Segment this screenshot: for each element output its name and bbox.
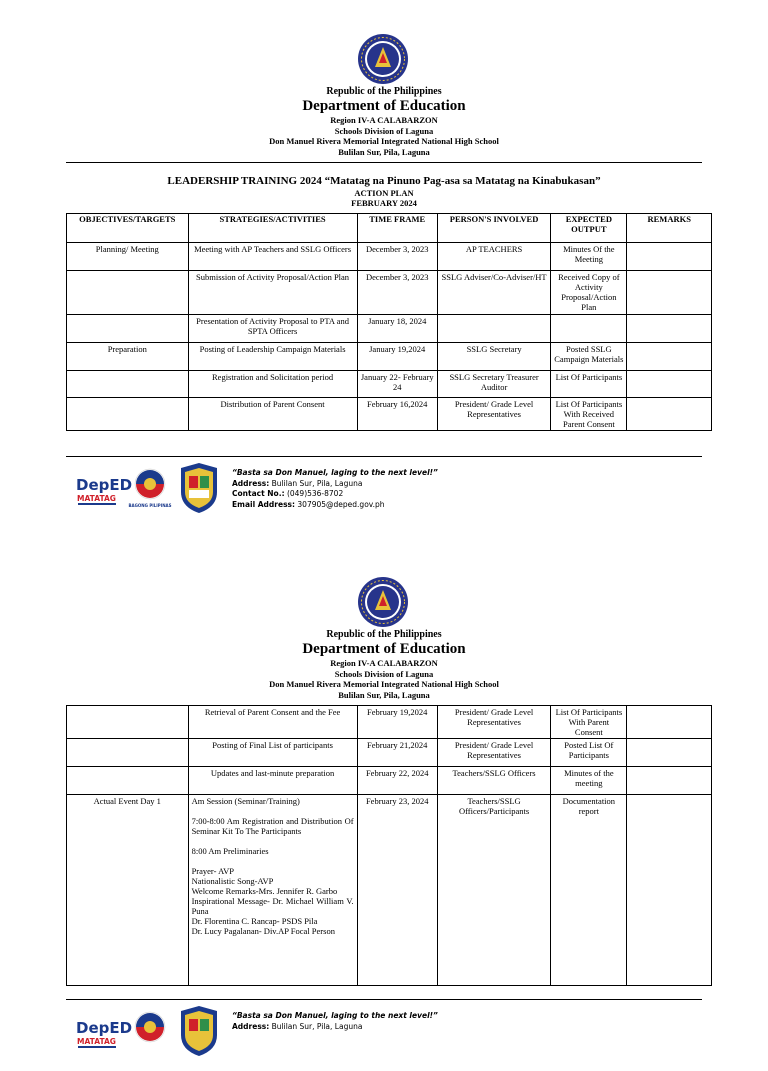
page-footer: [0, 1001, 768, 1071]
cell-remarks: [627, 739, 712, 767]
action-plan-table: [66, 213, 712, 431]
table-row: [67, 767, 712, 795]
school-text: Don Manuel Rivera Memorial Integrated National High School: [269, 679, 499, 689]
program-pagalanan: Dr. Lucy Pagalanan- Div.AP Focal Person: [191, 926, 335, 936]
cell-remarks: [627, 706, 712, 739]
cell-persons: President/ Grade Level Representatives: [437, 739, 550, 767]
address-text: Bulilan Sur, Pila, Laguna: [338, 146, 430, 157]
school-slogan: “Basta sa Don Manuel, laging to the next level!”: [232, 1011, 438, 1020]
school-contact-block: [232, 1011, 438, 1032]
cell-strategy: Retrieval of Parent Consent and the Fee: [188, 706, 357, 739]
cell-time: January 18, 2024: [357, 315, 437, 343]
cell-output: List Of Participants With Received Parent Consent: [551, 398, 627, 431]
table-row: [67, 343, 712, 371]
cell-program: [188, 795, 357, 986]
program-song: Nationalistic Song-AVP: [191, 876, 274, 886]
program-rancap: Dr. Florentina C. Rancap- PSDS Pila: [191, 916, 318, 926]
republic-text: Republic of the Philippines: [326, 629, 442, 640]
cell-objective: [67, 315, 189, 343]
page-footer: [0, 458, 768, 528]
cell-output: Documentation report: [551, 795, 627, 986]
cell-persons: AP TEACHERS: [437, 243, 550, 271]
cell-persons: President/ Grade Level Representatives: [437, 706, 550, 739]
cell-output: Posted List Of Participants: [551, 739, 627, 767]
footer-divider: [66, 456, 702, 457]
program-preliminaries: 8:00 Am Preliminaries: [191, 846, 269, 856]
division-text: Schools Division of Laguna: [334, 668, 434, 679]
cell-persons: SSLG Adviser/Co-Adviser/HT: [437, 271, 550, 315]
month-label: FEBRUARY 2024: [351, 198, 417, 208]
deped-logo-text: DepED: [76, 476, 133, 494]
address-label: Address:: [232, 478, 270, 488]
school-contact-block: [232, 468, 438, 510]
cell-time: February 21,2024: [357, 739, 437, 767]
deped-logo-text: DepED: [76, 1019, 133, 1037]
cell-objective: [67, 767, 189, 795]
contact-label: Contact No.:: [232, 489, 285, 498]
cell-strategy: Posting of Final List of participants: [188, 739, 357, 767]
col-time-frame: TIME FRAME: [357, 214, 437, 243]
table-row: [67, 243, 712, 271]
col-output: EXPECTED OUTPUT: [551, 214, 627, 243]
cell-objective: [67, 706, 189, 739]
cell-objective: Preparation: [67, 343, 189, 371]
cell-remarks: [627, 343, 712, 371]
cell-persons: SSLG Secretary: [437, 343, 550, 371]
cell-remarks: [627, 315, 712, 343]
cell-remarks: [627, 271, 712, 315]
address-text: Bulilan Sur, Pila, Laguna: [338, 689, 430, 700]
action-plan-label: ACTION PLAN: [354, 188, 414, 198]
cell-output: List Of Participants With Parent Consent: [551, 706, 627, 739]
table-row-event-day-1: [67, 795, 712, 986]
email-label: Email Address:: [232, 499, 296, 509]
division-text: Schools Division of Laguna: [334, 125, 434, 136]
region-text: Region IV-A CALABARZON: [330, 115, 438, 125]
cell-strategy: Presentation of Activity Proposal to PTA and SPTA Officers: [188, 315, 357, 343]
matatag-logo-text: MATATAG: [77, 1037, 116, 1046]
table-row: [67, 398, 712, 431]
col-remarks: REMARKS: [627, 214, 712, 243]
training-title: LEADERSHIP TRAINING 2024 “Matatag na Pinuno Pag-asa sa Matatag na Kinabukasan”: [167, 175, 601, 187]
cell-time: February 22, 2024: [357, 767, 437, 795]
school-logo-icon: [178, 1005, 220, 1057]
table-header-row: [67, 214, 712, 243]
cell-remarks: [627, 371, 712, 398]
cell-objective: [67, 371, 189, 398]
school-slogan: “Basta sa Don Manuel, laging to the next level!”: [232, 468, 438, 477]
cell-persons: [437, 315, 550, 343]
cell-strategy: Registration and Solicitation period: [188, 371, 357, 398]
cell-strategy: Distribution of Parent Consent: [188, 398, 357, 431]
cell-objective: [67, 739, 189, 767]
region-text: Region IV-A CALABARZON: [330, 658, 438, 668]
school-text: Don Manuel Rivera Memorial Integrated National High School: [269, 136, 499, 146]
cell-output: Posted SSLG Campaign Materials: [551, 343, 627, 371]
school-logo-icon: [178, 462, 220, 514]
cell-remarks: [627, 398, 712, 431]
deped-matatag-logo-icon: [75, 468, 133, 508]
program-session: Am Session (Seminar/Training): [191, 796, 300, 806]
cell-remarks: [627, 243, 712, 271]
cell-persons: Teachers/SSLG Officers/Participants: [437, 795, 550, 986]
cell-output: [551, 315, 627, 343]
cell-time: February 19,2024: [357, 706, 437, 739]
cell-strategy: Submission of Activity Proposal/Action Plan: [188, 271, 357, 315]
footer-email: 307905@deped.gov.ph: [297, 499, 385, 509]
table-row: [67, 739, 712, 767]
cell-strategy: Posting of Leadership Campaign Materials: [188, 343, 357, 371]
cell-persons: Teachers/SSLG Officers: [437, 767, 550, 795]
bagong-pilipinas-logo-icon: [128, 466, 172, 510]
page-2: [0, 540, 768, 1046]
cell-remarks: [627, 795, 712, 986]
cell-remarks: [627, 767, 712, 795]
cell-time: February 23, 2024: [357, 795, 437, 986]
cell-objective: Planning/ Meeting: [67, 243, 189, 271]
cell-time: February 16,2024: [357, 398, 437, 431]
footer-contact-line: [232, 489, 438, 500]
letterhead: [0, 86, 768, 157]
col-persons: PERSON'S INVOLVED: [437, 214, 550, 243]
deped-matatag-logo-icon: [75, 1011, 133, 1051]
program-prayer: Prayer- AVP: [191, 866, 234, 876]
cell-output: Minutes of the meeting: [551, 767, 627, 795]
program-registration: 7:00-8:00 Am Registration and Distribution Of Seminar Kit To The Participants: [191, 816, 354, 836]
cell-persons: President/ Grade Level Representatives: [437, 398, 550, 431]
cell-time: December 3, 2023: [357, 243, 437, 271]
table-row: [67, 315, 712, 343]
footer-address-line: [232, 1022, 438, 1033]
department-text: Department of Education: [302, 98, 466, 114]
address-label: Address:: [232, 1021, 270, 1031]
footer-contact: (049)536-8702: [286, 489, 344, 498]
letterhead: [0, 629, 768, 700]
action-plan-table-continued: [66, 705, 712, 986]
cell-persons: SSLG Secretary Treasurer Auditor: [437, 371, 550, 398]
cell-objective: [67, 398, 189, 431]
matatag-logo-text: MATATAG: [77, 494, 116, 503]
deped-seal-icon: [357, 33, 409, 85]
footer-address-line: [232, 479, 438, 490]
document-title: [0, 175, 768, 208]
deped-seal-icon: [357, 576, 409, 628]
cell-strategy: Updates and last-minute preparation: [188, 767, 357, 795]
bagong-pilipinas-logo-icon: [128, 1009, 172, 1053]
footer-email-line: [232, 500, 438, 511]
cell-output: Minutes Of the Meeting: [551, 243, 627, 271]
republic-text: Republic of the Philippines: [326, 86, 442, 97]
cell-output: Received Copy of Activity Proposal/Action Plan: [551, 271, 627, 315]
header-divider: [66, 162, 702, 163]
program-inspirational: Inspirational Message- Dr. Michael William V. Puna: [191, 896, 354, 916]
table-row: [67, 706, 712, 739]
cell-output: List Of Participants: [551, 371, 627, 398]
cell-objective: [67, 271, 189, 315]
cell-time: January 19,2024: [357, 343, 437, 371]
cell-strategy: Meeting with AP Teachers and SSLG Officers: [188, 243, 357, 271]
col-strategies: STRATEGIES/ACTIVITIES: [188, 214, 357, 243]
table-row: [67, 371, 712, 398]
footer-address: Bulilan Sur, Pila, Laguna: [271, 1021, 363, 1031]
cell-time: January 22- February 24: [357, 371, 437, 398]
col-objectives: OBJECTIVES/TARGETS: [67, 214, 189, 243]
bagong-pilipinas-text: BAGONG PILIPINAS: [128, 503, 172, 508]
footer-divider: [66, 999, 702, 1000]
footer-address: Bulilan Sur, Pila, Laguna: [271, 478, 363, 488]
department-text: Department of Education: [302, 641, 466, 657]
program-welcome: Welcome Remarks-Mrs. Jennifer R. Garbo: [191, 886, 338, 896]
table-row: [67, 271, 712, 315]
cell-objective: Actual Event Day 1: [67, 795, 189, 986]
cell-time: December 3, 2023: [357, 271, 437, 315]
